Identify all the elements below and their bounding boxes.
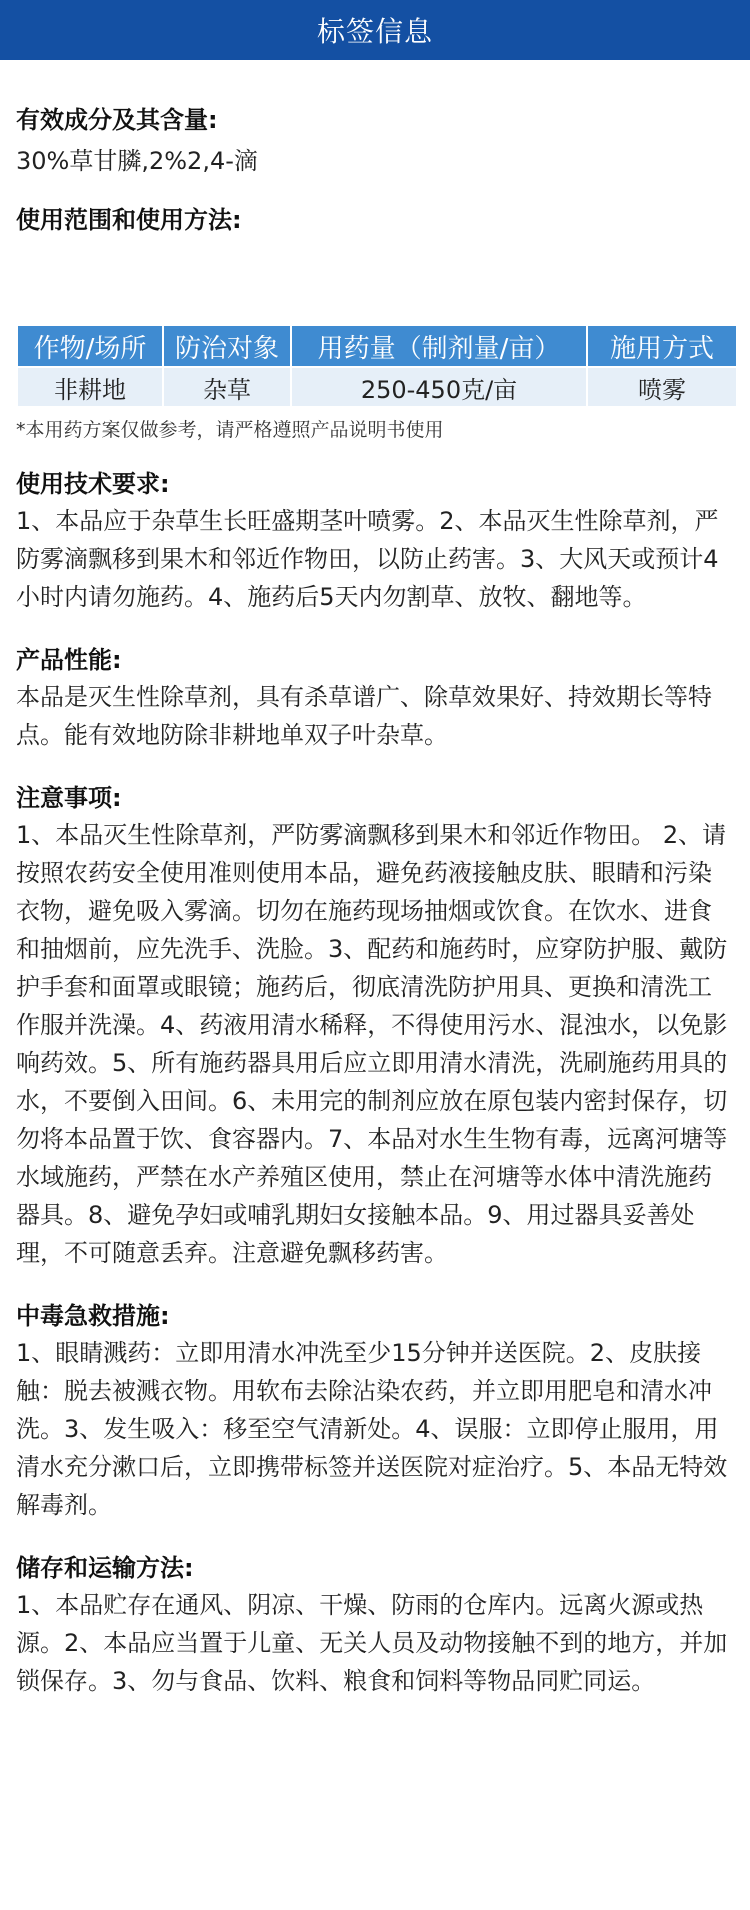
performance-section [16,642,734,754]
performance-title: 产品性能: [16,646,122,674]
first-aid-section [16,1298,734,1524]
precautions-title: 注意事项: [16,784,122,812]
table-header-method: 施用方式 [588,326,736,366]
table-cell-dosage: 250-450克/亩 [292,368,586,406]
precautions-text: 1、本品灭生性除草剂，严防雾滴飘移到果木和邻近作物田。 2、请按照农药安全使用准则使用本品，避免药液接触皮肤、眼睛和污染衣物，避免吸入雾滴。切勿在施药现场抽烟或饮食。在饮水、进食和抽烟前，应先洗手、洗脸。3、配药和施药时，应穿防护服、戴防护手套和面罩或眼镜；施药后，彻底清洗防护用具、更换和清洗工作服并洗澡。4、药液用清水稀释，不得使用污水、混浊水，以免影响药效。5、所有施药器具用后应立即用清水清洗，洗刷施药用具的水，不要倒入田间。6、未用完的制剂应放在原包装内密封保存，切勿将本品置于饮、食容器内。7、本品对水生生物有毒，远离河塘等水域施药，严禁在水产养殖区使用，禁止在河塘等水体中清洗施药器具。8、避免孕妇或哺乳期妇女接触本品。9、用过器具妥善处理，不可随意丢弃。注意避免飘移药害。 [16,821,728,1267]
table-cell-target: 杂草 [164,368,290,406]
usage-table-note: *本用药方案仅做参考，请严格遵照产品说明书使用 [16,419,444,441]
technical-text: 1、本品应于杂草生长旺盛期茎叶喷雾。2、本品灭生性除草剂，严防雾滴飘移到果木和邻近作物田，以防止药害。3、大风天或预计4小时内请勿施药。4、施药后5天内勿割草、放牧、翻地等。 [16,507,719,611]
table-cell-crop: 非耕地 [18,368,162,406]
usage-title: 使用范围和使用方法: [16,206,242,234]
storage-text: 1、本品贮存在通风、阴凉、干燥、防雨的仓库内。远离火源或热源。2、本品应当置于儿童、无关人员及动物接触不到的地方，并加锁保存。3、勿与食品、饮料、粮食和饲料等物品同贮同运。 [16,1591,728,1695]
usage-table-header-row [18,326,736,366]
table-header-dosage: 用药量（制剂量/亩） [292,326,586,366]
usage-table-wrapper [16,324,734,444]
ingredients-text: 30%草甘膦,2%2,4-滴 [16,147,258,175]
performance-text: 本品是灭生性除草剂，具有杀草谱广、除草效果好、持效期长等特点。能有效地防除非耕地单双子叶杂草。 [16,683,712,749]
table-cell-method: 喷雾 [588,368,736,406]
technical-title: 使用技术要求: [16,470,170,498]
first-aid-text: 1、眼睛溅药：立即用清水冲洗至少15分钟并送医院。2、皮肤接触：脱去被溅衣物。用软布去除沾染农药，并立即用肥皂和清水冲洗。3、发生吸入：移至空气清新处。4、误服：立即停止服用，用清水充分漱口后，立即携带标签并送医院对症治疗。5、本品无特效解毒剂。 [16,1339,728,1519]
ingredients-section [16,102,734,180]
label-content [0,60,750,1700]
precautions-section [16,780,734,1272]
technical-section [16,466,734,616]
page-header [0,0,750,60]
first-aid-title: 中毒急救措施: [16,1302,170,1330]
page-title: 标签信息 [316,15,433,48]
table-header-crop: 作物/场所 [18,326,162,366]
table-row [18,368,736,406]
storage-title: 储存和运输方法: [16,1554,194,1582]
ingredients-title: 有效成分及其含量: [16,106,218,134]
table-header-target: 防治对象 [164,326,290,366]
storage-section [16,1550,734,1700]
usage-section [16,202,734,238]
usage-table [16,324,738,408]
